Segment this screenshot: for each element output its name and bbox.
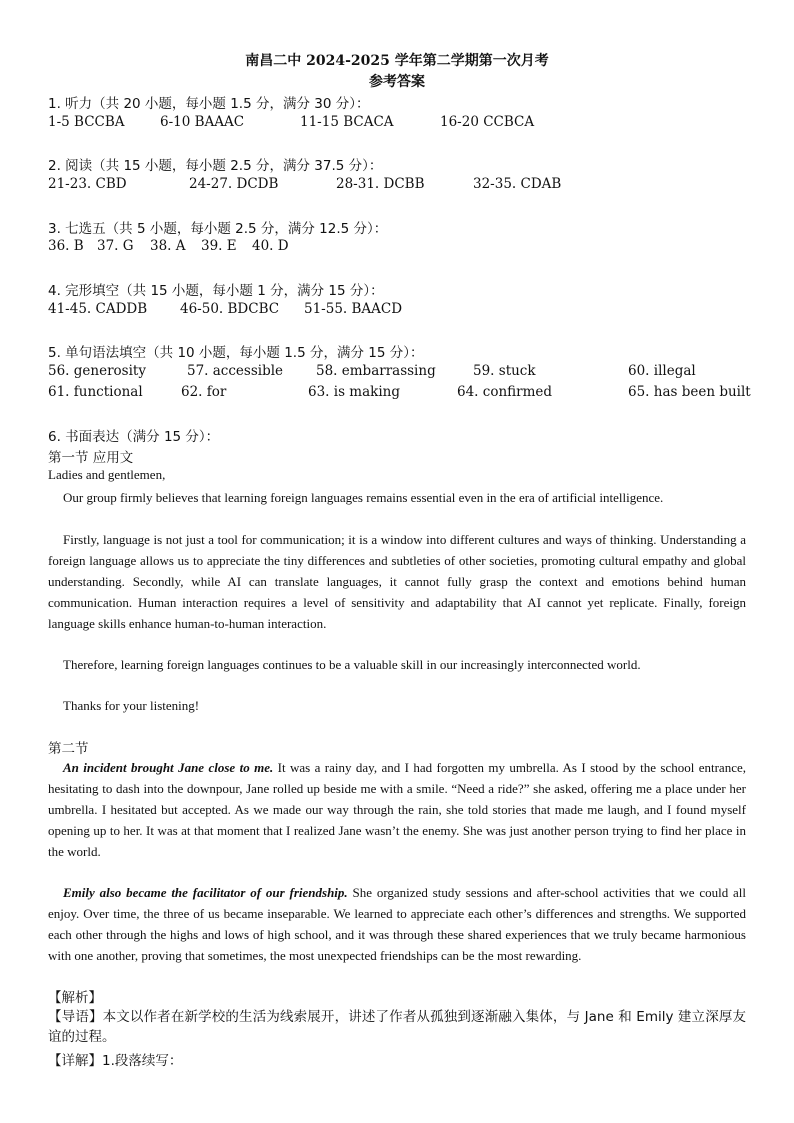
paragraph-lead-sentence: Emily also became the facilitator of our friendship. [63, 885, 348, 900]
answer-item: 37. G [97, 238, 134, 254]
analysis-intro: 【导语】本文以作者在新学校的生活为线索展开，讲述了作者从孤独到逐渐融入集体，与 Jane 和 Emily 建立深厚友谊的过程。 [48, 1009, 746, 1045]
page-title: 南昌二中 2024-2025 学年第二学期第一次月考 [245, 53, 549, 69]
answer-item: 59. stuck [473, 363, 536, 379]
answer-item: 24-27. DCDB [189, 176, 279, 192]
answer-item: 64. confirmed [457, 384, 553, 400]
answer-item: 57. accessible [187, 363, 284, 379]
paragraph-lead-sentence: An incident brought Jane close to me. [63, 760, 274, 775]
answer-item: 62. for [181, 384, 227, 400]
letter-paragraph-2: Firstly, language is not just a tool for communication; it is a window into different cultures and ways of thinking. Understanding a foreign language allows us to appreciate the tiny differences and subtleties of other societies, promoting cultural empathy and global understanding. Secondly, while AI can translate languages, it cannot fully grasp the context and emotions behind human communication. Human interaction requires a level of sensitivity and adaptability that AI cannot yet replicate. Finally, foreign language skills enhance human-to-human interaction. [48, 532, 746, 631]
answer-item: 39. E [201, 238, 237, 254]
writing-part1-label: 第一节 应用文 [48, 450, 134, 466]
section-heading-cloze: 4. 完形填空（共 15 小题，每小题 1 分，满分 15 分）： [48, 283, 384, 299]
section-heading-seven-choose-five: 3. 七选五（共 5 小题，每小题 2.5 分，满分 12.5 分）： [48, 221, 388, 237]
answer-item: 63. is making [308, 384, 400, 400]
writing-part2-label: 第二节 [48, 741, 89, 757]
answer-item: 38. A [150, 238, 186, 254]
analysis-label: 【解析】 [48, 990, 102, 1006]
answer-item: 32-35. CDAB [473, 176, 562, 192]
page-subtitle: 参考答案 [369, 74, 425, 90]
answer-item: 61. functional [48, 384, 143, 400]
answer-item: 21-23. CBD [48, 176, 127, 192]
paragraph-body: It was a rainy day, and I had forgotten my umbrella. As I stood by the school entrance, hesitating to dash into the downpour, Jane rolled up beside me with a smile. “Need a ride?” she asked, offering me a place under her umbrella. I hesitated but accepted. As we made our way through the rain, she told stories that made me laugh, and I found myself opening up to her. It was at that moment that I realized Jane wasn’t the enemy. She was just another person trying to find her place in the world. [48, 760, 746, 859]
answer-item: 41-45. CADDB [48, 301, 148, 317]
answer-item: 11-15 BCACA [300, 114, 394, 130]
story-paragraph-2 [48, 882, 746, 966]
answer-item: 1-5 BCCBA [48, 114, 125, 130]
analysis-detail: 【详解】1.段落续写： [48, 1053, 183, 1069]
letter-paragraph-3: Therefore, learning foreign languages continues to be a valuable skill in our increasingly interconnected world. [63, 657, 641, 672]
answer-item: 28-31. DCBB [336, 176, 425, 192]
answer-item: 58. embarrassing [316, 363, 436, 379]
answer-item: 6-10 BAAAC [160, 114, 245, 130]
paragraph-body: She organized study sessions and after-school activities that we could all enjoy. Over time, the three of us became inseparable. We learned to appreciate each other’s differences and strengths. We supported each other through the highs and lows of high school, and it was through these shared experiences that we truly became harmonious with one another, proving that sometimes, the most unexpected friendships can be the most rewarding. [48, 885, 747, 963]
answer-item: 16-20 CCBCA [440, 114, 535, 130]
letter-paragraph-1: Our group firmly believes that learning foreign languages remains essential even in the era of artificial intelligence. [63, 490, 664, 505]
answer-item: 36. B [48, 238, 84, 254]
answer-item: 65. has been built [628, 384, 751, 400]
answer-item: 40. D [252, 238, 289, 254]
section-heading-writing: 6. 书面表达（满分 15 分）： [48, 429, 220, 445]
answer-item: 46-50. BDCBC [180, 301, 280, 317]
section-heading-reading: 2. 阅读（共 15 小题，每小题 2.5 分，满分 37.5 分）： [48, 158, 383, 174]
story-paragraph-1 [48, 757, 746, 862]
answer-item: 60. illegal [628, 363, 696, 379]
answer-item: 56. generosity [48, 363, 146, 379]
letter-salutation: Ladies and gentlemen, [48, 467, 166, 482]
letter-closing: Thanks for your listening! [63, 698, 200, 713]
section-heading-grammar: 5. 单句语法填空（共 10 小题，每小题 1.5 分，满分 15 分）： [48, 345, 424, 361]
answer-item: 51-55. BAACD [304, 301, 403, 317]
section-heading-listening: 1. 听力（共 20 小题，每小题 1.5 分，满分 30 分）： [48, 96, 370, 112]
